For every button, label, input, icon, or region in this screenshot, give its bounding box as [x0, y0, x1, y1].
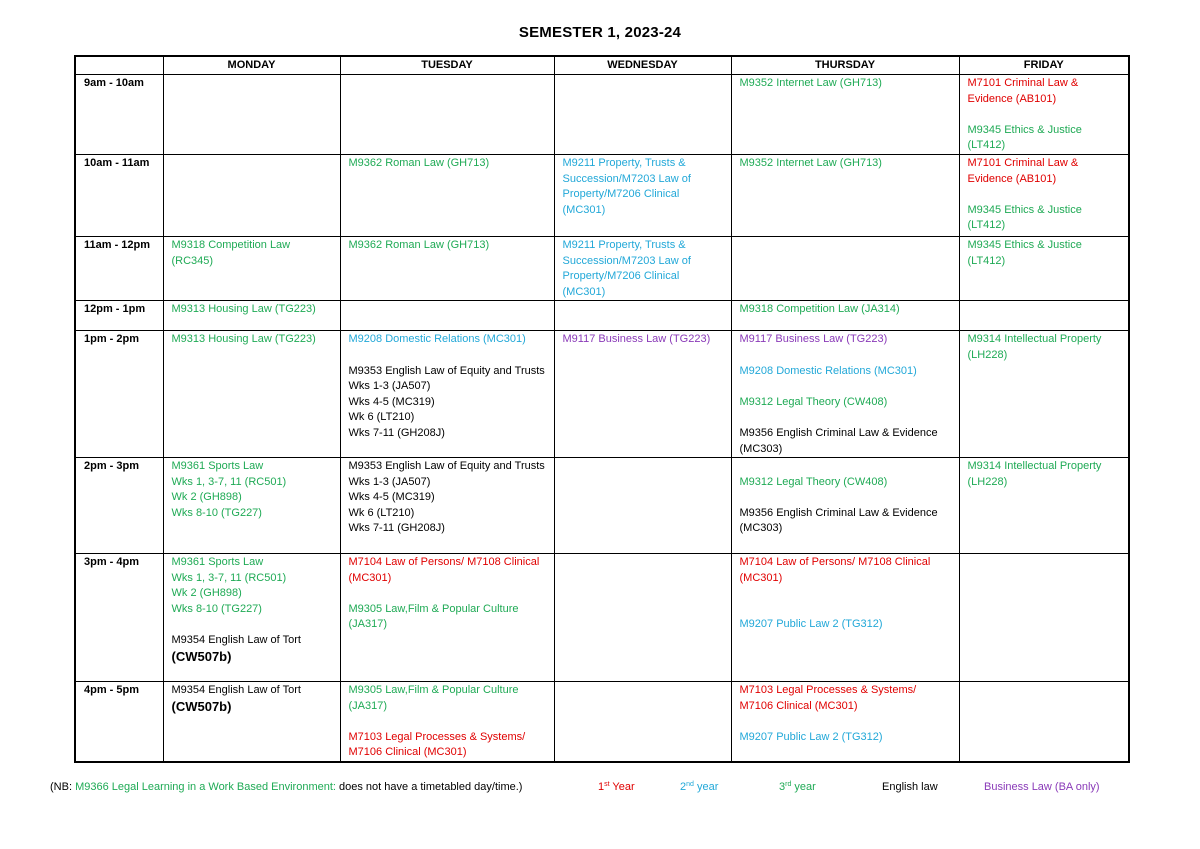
slot-tuesday: [340, 458, 554, 554]
class-entry: M9117 Business Law (TG223): [562, 333, 711, 346]
class-entry: M9318 Competition Law (RC345): [171, 238, 291, 267]
slot-monday: [163, 682, 340, 762]
time-slot-label: 11am - 12pm: [75, 236, 163, 300]
class-entry: M9318 Competition Law (JA314): [739, 303, 900, 316]
class-entry: Wks 1, 3-7, 11 (RC501): [171, 571, 287, 584]
slot-thursday: [731, 331, 959, 458]
slot-wednesday: [554, 682, 731, 762]
class-entry: (CW507b): [171, 698, 232, 714]
legend-note-open: (NB:: [50, 781, 76, 793]
slot-monday: [163, 154, 340, 236]
legend-third-year-word: year: [791, 781, 816, 793]
slot-monday: [163, 458, 340, 554]
class-entry: M7101 Criminal Law & Evidence (AB101): [967, 77, 1079, 105]
spacer: [968, 187, 1123, 203]
corner-cell: [75, 56, 163, 75]
page-title: SEMESTER 1, 2023-24: [518, 24, 682, 41]
spacer: [740, 410, 953, 426]
class-entry: M9353 English Law of Equity and Trusts: [348, 364, 545, 377]
class-entry: M9313 Housing Law (TG223): [171, 303, 316, 316]
class-entry: Wk 6 (LT210): [348, 411, 415, 424]
class-entry: M9207 Public Law 2 (TG312): [739, 618, 883, 631]
slot-monday: [163, 331, 340, 458]
class-entry: M9313 Housing Law (TG223): [171, 333, 316, 346]
class-entry: M9356 English Criminal Law & Evidence (MC303): [739, 506, 938, 535]
slot-friday: [959, 154, 1129, 236]
class-entry: M7104 Law of Persons/ M7108 Clinical (MC301): [739, 556, 931, 584]
legend-first-year-word: Year: [609, 781, 635, 793]
class-entry: Wks 7-11 (GH208J): [348, 522, 445, 535]
timetable-row: [75, 554, 1129, 682]
slot-wednesday: [554, 301, 731, 331]
class-entry: Wk 6 (LT210): [348, 506, 415, 519]
timetable-row: [75, 236, 1129, 300]
class-entry: M9117 Business Law (TG223): [739, 333, 888, 346]
slot-thursday: [731, 75, 959, 155]
class-entry: M9345 Ethics & Justice (LT412): [967, 203, 1082, 232]
legend-second-year: [680, 781, 718, 793]
class-entry: Wk 2 (GH898): [171, 491, 242, 504]
legend-note: [50, 781, 522, 793]
timetable-row: [75, 301, 1129, 331]
class-entry: M9354 English Law of Tort: [171, 634, 301, 647]
spacer: [349, 714, 548, 730]
slot-tuesday: [340, 682, 554, 762]
class-entry: Wks 8-10 (TG227): [171, 602, 262, 615]
time-slot-label: 10am - 11am: [75, 154, 163, 236]
class-entry: M9312 Legal Theory (CW408): [739, 475, 888, 488]
slot-tuesday: [340, 154, 554, 236]
class-entry: M9352 Internet Law (GH713): [739, 77, 882, 89]
class-entry: M9211 Property, Trusts & Succession/M7203 Law of Property/M7206 Clinical (MC301): [562, 238, 691, 298]
header-row: [75, 56, 1129, 75]
class-entry: M9208 Domestic Relations (MC301): [739, 364, 917, 377]
slot-wednesday: [554, 458, 731, 554]
timetable: [74, 55, 1130, 763]
timetable-body: [75, 75, 1129, 763]
spacer: [740, 459, 953, 475]
slot-friday: [959, 331, 1129, 458]
time-slot-label: 1pm - 2pm: [75, 331, 163, 458]
class-entry: M9362 Roman Law (GH713): [348, 238, 490, 251]
class-entry: Wk 2 (GH898): [171, 587, 242, 600]
class-entry: M9354 English Law of Tort: [171, 684, 301, 697]
class-entry: M9361 Sports Law: [171, 556, 264, 569]
class-entry: Wks 1-3 (JA507): [348, 475, 431, 488]
slot-monday: [163, 75, 340, 155]
slot-wednesday: [554, 331, 731, 458]
class-entry: Wks 1-3 (JA507): [348, 380, 431, 393]
spacer: [740, 490, 953, 506]
legend-first-year: [598, 781, 635, 793]
time-slot-label: 12pm - 1pm: [75, 301, 163, 331]
class-entry: M9345 Ethics & Justice (LT412): [967, 123, 1082, 152]
class-entry: M9314 Intellectual Property (LH228): [967, 460, 1102, 488]
legend-third-year: [779, 781, 816, 793]
timetable-row: [75, 458, 1129, 554]
spacer: [740, 379, 953, 395]
class-entry: Wks 8-10 (TG227): [171, 506, 262, 519]
slot-friday: [959, 75, 1129, 155]
legend-note-module: M9366 Legal Learning in a Work Based Environment:: [75, 781, 336, 793]
slot-tuesday: [340, 75, 554, 155]
class-entry: M7103 Legal Processes & Systems/ M7106 Clinical (MC301): [739, 684, 917, 712]
legend-third-year-num: 3: [779, 781, 786, 793]
slot-thursday: [731, 154, 959, 236]
spacer: [968, 107, 1123, 123]
timetable-row: [75, 75, 1129, 155]
legend-third-year-sup: rd: [785, 781, 792, 788]
slot-monday: [163, 236, 340, 300]
class-entry: M9312 Legal Theory (CW408): [739, 395, 888, 408]
legend-second-year-num: 2: [680, 781, 687, 793]
day-header-friday: FRIDAY: [959, 56, 1129, 75]
slot-thursday: [731, 301, 959, 331]
class-entry: M7101 Criminal Law & Evidence (AB101): [967, 156, 1079, 185]
day-header-tuesday: TUESDAY: [340, 56, 554, 75]
class-entry: M9356 English Criminal Law & Evidence (MC303): [739, 426, 938, 455]
class-entry: M9353 English Law of Equity and Trusts: [348, 460, 545, 473]
slot-friday: [959, 554, 1129, 682]
slot-monday: [163, 301, 340, 331]
timetable-row: [75, 154, 1129, 236]
class-entry: M9345 Ethics & Justice (LT412): [967, 238, 1082, 267]
time-slot-label: 9am - 10am: [75, 75, 163, 155]
spacer: [740, 348, 953, 364]
time-slot-label: 2pm - 3pm: [75, 458, 163, 554]
class-entry: M9352 Internet Law (GH713): [739, 156, 882, 169]
legend-business-law: Business Law (BA only): [984, 781, 1100, 793]
spacer: [740, 586, 953, 602]
class-entry: M9314 Intellectual Property (LH228): [967, 333, 1102, 361]
time-slot-label: 3pm - 4pm: [75, 554, 163, 682]
slot-thursday: [731, 236, 959, 300]
slot-friday: [959, 458, 1129, 554]
slot-tuesday: [340, 301, 554, 331]
day-header-thursday: THURSDAY: [731, 56, 959, 75]
legend-second-year-word: year: [693, 781, 719, 793]
class-entry: Wks 7-11 (GH208J): [348, 426, 445, 439]
class-entry: Wks 4-5 (MC319): [348, 395, 435, 408]
time-slot-label: 4pm - 5pm: [75, 682, 163, 762]
slot-tuesday: [340, 554, 554, 682]
class-entry: M7103 Legal Processes & Systems/ M7106 Clinical (MC301): [348, 730, 526, 759]
class-entry: M9305 Law,Film & Popular Culture (JA317): [348, 684, 519, 712]
legend-note-rest: does not have a timetabled day/time.): [335, 781, 523, 793]
slot-thursday: [731, 682, 959, 762]
timetable-row: [75, 331, 1129, 458]
legend: [0, 781, 1200, 797]
slot-thursday: [731, 458, 959, 554]
slot-wednesday: [554, 236, 731, 300]
slot-friday: [959, 236, 1129, 300]
day-header-wednesday: WEDNESDAY: [554, 56, 731, 75]
slot-friday: [959, 682, 1129, 762]
spacer: [349, 586, 548, 602]
slot-wednesday: [554, 75, 731, 155]
class-entry: M7104 Law of Persons/ M7108 Clinical (MC301): [348, 556, 540, 584]
legend-first-year-sup: st: [604, 781, 610, 788]
class-entry: M9361 Sports Law: [171, 460, 264, 473]
legend-first-year-num: 1: [598, 781, 605, 793]
spacer: [172, 617, 334, 633]
day-header-monday: MONDAY: [163, 56, 340, 75]
class-entry: Wks 1, 3-7, 11 (RC501): [171, 475, 287, 488]
slot-tuesday: [340, 236, 554, 300]
class-entry: M9208 Domestic Relations (MC301): [348, 333, 526, 346]
class-entry: Wks 4-5 (MC319): [348, 491, 435, 504]
class-entry: M9211 Property, Trusts & Succession/M7203 Law of Property/M7206 Clinical (MC301): [562, 156, 691, 216]
slot-monday: [163, 554, 340, 682]
slot-thursday: [731, 554, 959, 682]
spacer: [740, 714, 953, 730]
legend-english-law: English law: [882, 781, 938, 793]
class-entry: (CW507b): [171, 648, 232, 664]
slot-tuesday: [340, 331, 554, 458]
spacer: [349, 348, 548, 364]
timetable-row: [75, 682, 1129, 762]
class-entry: M9207 Public Law 2 (TG312): [739, 730, 883, 743]
legend-second-year-sup: nd: [686, 781, 694, 788]
slot-wednesday: [554, 554, 731, 682]
slot-wednesday: [554, 154, 731, 236]
class-entry: M9362 Roman Law (GH713): [348, 156, 490, 169]
spacer: [740, 602, 953, 618]
slot-friday: [959, 301, 1129, 331]
class-entry: M9305 Law,Film & Popular Culture (JA317): [348, 602, 519, 631]
